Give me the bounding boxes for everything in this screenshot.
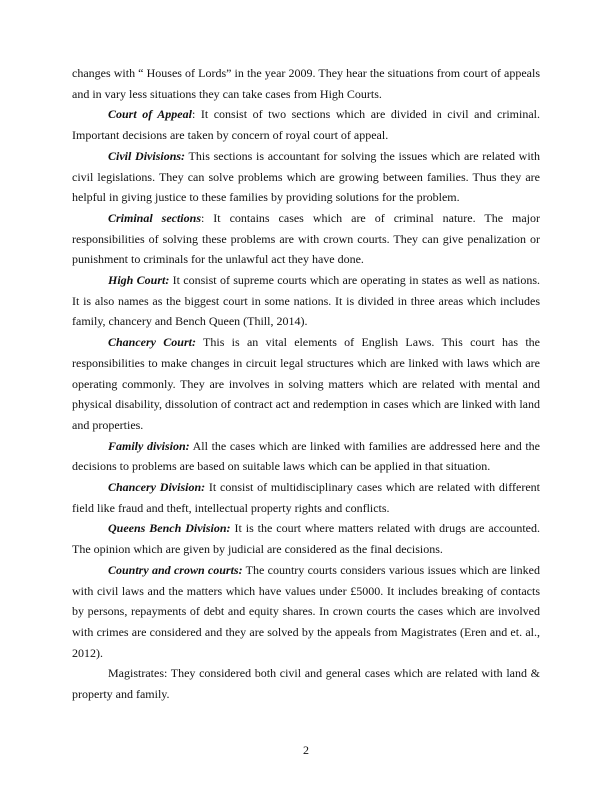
paragraph-heading: Criminal sections xyxy=(108,210,201,225)
paragraph-text: All the cases which are linked with families are addressed here and the decisions to problems are based on suitable laws which can be applied in that situation. xyxy=(72,438,540,474)
paragraph-text: : It contains cases which are of criminal nature. The major responsibilities of solving these problems are with crown courts. They can give penalization or punishment to criminals for the unlawful act they have done. xyxy=(72,210,540,267)
body-text xyxy=(72,63,540,705)
paragraph-queens-bench-division xyxy=(72,518,540,559)
paragraph-text: This sections is accountant for solving the issues which are related with civil legislations. They can solve problems which are growing between families. Thus they are helpful in giving justice to these families by providing solutions for the problem. xyxy=(72,148,540,205)
paragraph-civil-divisions xyxy=(72,146,540,208)
paragraph xyxy=(72,63,540,104)
paragraph-text: Magistrates: They considered both civil and general cases which are related with land & property and family. xyxy=(72,666,540,702)
paragraph-country-and-crown-courts xyxy=(72,560,540,664)
paragraph-heading: Queens Bench Division: xyxy=(108,521,231,536)
paragraph-heading: Civil Divisions: xyxy=(108,148,186,163)
page-number: 2 xyxy=(303,743,309,757)
paragraph-text: It is the court where matters related with drugs are accounted. The opinion which are given by judicial are considered as the final decisions. xyxy=(72,521,540,557)
paragraph-text: This is an vital elements of English Laws. This court has the responsibilities to make changes in circuit legal structures which are linked with laws which are operating commonly. They are involves in solving matters which are related with mental and physical disability, dissolution of contract act and redemption in cases which are linked with land and properties. xyxy=(72,335,541,432)
paragraph-heading: High Court: xyxy=(108,273,170,288)
paragraph-text: It consist of multidisciplinary cases which are related with different field like fraud and theft, intellectual property rights and conflicts. xyxy=(72,480,540,515)
paragraph-text: changes with “ Houses of Lords” in the year 2009. They hear the situations from court of appeals and in vary less situations they can take cases from High Courts. xyxy=(72,66,540,101)
paragraph-text: It consist of supreme courts which are operating in states as well as nations. It is also names as the biggest court in some nations. It is divided in three areas which includes family, chancery and Bench Queen (Thill, 2014). xyxy=(72,273,540,329)
paragraph-heading: Country and crown courts: xyxy=(108,562,243,577)
paragraph-magistrates xyxy=(72,663,540,704)
paragraph-heading: Chancery Court: xyxy=(108,335,196,350)
paragraph-high-court xyxy=(72,270,540,332)
paragraph-chancery-court xyxy=(72,332,540,436)
paragraph-text: The country courts considers various issues which are linked with civil laws and the matters which have values under £5000. It includes breaking of contacts by persons, repayments of debt and equity shares. In crown courts the cases which are involved with crimes are considered and they are solved by the appeals from Magistrates (Eren and et. al., 2012). xyxy=(72,562,540,660)
paragraph-chancery-division xyxy=(72,477,540,518)
paragraph-heading: Court of Appeal xyxy=(108,107,192,122)
paragraph-family-division xyxy=(72,436,540,477)
paragraph-court-of-appeal xyxy=(72,104,540,145)
paragraph-heading: Family division: xyxy=(108,438,190,453)
paragraph-criminal-sections xyxy=(72,208,540,270)
paragraph-heading: Chancery Division: xyxy=(108,480,206,495)
paragraph-text: : It consist of two sections which are divided in civil and criminal. Important decisions are taken by concern of royal court of appeal. xyxy=(72,107,540,143)
